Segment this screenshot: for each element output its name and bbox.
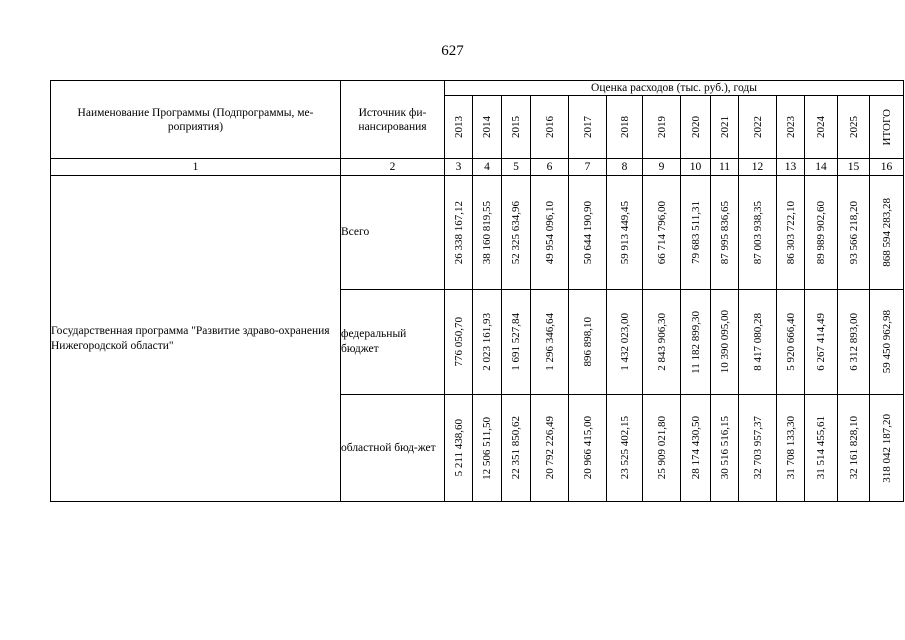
column-number-cell: 2 — [341, 159, 445, 176]
value-text: 30 516 516,15 — [718, 416, 731, 480]
column-number-cell: 14 — [805, 159, 838, 176]
value-cell — [643, 395, 681, 502]
value-text: 1 691 527,84 — [510, 313, 522, 371]
value-text: 59 450 962,98 — [880, 310, 893, 374]
header-year-label: 2020 — [689, 116, 702, 138]
header-year-cell — [607, 96, 643, 159]
value-text: 87 003 938,35 — [751, 200, 764, 265]
value-text: 20 792 226,49 — [543, 416, 556, 480]
value-cell — [569, 395, 607, 502]
column-number-cell: 3 — [445, 159, 473, 176]
value-cell — [838, 176, 870, 290]
column-number-cell: 7 — [569, 159, 607, 176]
page-number: 627 — [441, 43, 464, 59]
value-cell — [739, 395, 777, 502]
value-text: 93 566 218,20 — [847, 200, 860, 265]
header-year-label: 2019 — [655, 116, 668, 138]
program-name-cell: Государственная программа "Развитие здраво-охранения Нижегородской области" — [51, 176, 341, 502]
header-year-cell — [473, 96, 502, 159]
value-text: 11 182 899,30 — [689, 310, 702, 374]
header-year-label: 2014 — [481, 116, 493, 138]
header-year-label: 2022 — [751, 116, 764, 138]
value-cell — [643, 176, 681, 290]
value-text: 896 898,10 — [581, 317, 594, 367]
value-text: 6 267 414,49 — [815, 313, 827, 371]
header-year-cell — [569, 96, 607, 159]
header-year-cell — [681, 96, 711, 159]
header-year-cell — [502, 96, 531, 159]
value-cell — [870, 395, 904, 502]
value-cell — [777, 290, 805, 395]
value-cell — [502, 395, 531, 502]
value-cell — [777, 176, 805, 290]
value-text: 38 160 819,55 — [481, 200, 493, 265]
value-text: 10 390 095,00 — [718, 310, 731, 374]
header-year-label: 2021 — [718, 116, 731, 138]
value-cell — [838, 395, 870, 502]
value-text: 32 703 957,37 — [751, 416, 764, 480]
header-program-name: Наименование Программы (Подпрограммы, ме-роприятия) — [51, 81, 341, 159]
value-cell — [870, 176, 904, 290]
value-text: 31 514 455,61 — [815, 416, 827, 480]
value-cell — [643, 290, 681, 395]
value-text: 1 296 346,64 — [543, 313, 556, 371]
table-row-total — [51, 176, 904, 290]
value-cell — [838, 290, 870, 395]
value-cell — [711, 176, 739, 290]
header-year-cell — [870, 96, 904, 159]
value-text: 87 995 836,65 — [718, 200, 731, 265]
value-cell — [502, 290, 531, 395]
value-text: 2 843 906,30 — [655, 313, 668, 371]
header-year-label: ИТОГО — [880, 108, 893, 146]
value-text: 89 989 902,60 — [815, 200, 827, 265]
column-number-cell: 8 — [607, 159, 643, 176]
value-cell — [531, 176, 569, 290]
value-cell — [739, 290, 777, 395]
value-cell — [777, 395, 805, 502]
value-text: 79 683 511,31 — [689, 201, 702, 264]
value-cell — [473, 290, 502, 395]
value-text: 22 351 850,62 — [510, 416, 522, 480]
header-year-label: 2016 — [543, 116, 556, 138]
value-text: 318 042 187,20 — [880, 413, 893, 483]
value-cell — [445, 176, 473, 290]
column-number-row — [51, 159, 904, 176]
funding-source-cell: федеральный бюджет — [341, 290, 445, 395]
column-number-cell: 10 — [681, 159, 711, 176]
column-number-cell: 13 — [777, 159, 805, 176]
column-number-cell: 5 — [502, 159, 531, 176]
value-text: 26 338 167,12 — [452, 200, 465, 265]
value-text: 2 023 161,93 — [481, 313, 493, 371]
header-year-label: 2025 — [847, 116, 860, 138]
value-text: 59 913 449,45 — [618, 200, 631, 265]
column-number-cell: 12 — [739, 159, 777, 176]
value-cell — [607, 290, 643, 395]
value-text: 5 920 666,40 — [784, 313, 797, 371]
value-text: 6 312 893,00 — [847, 313, 860, 371]
header-year-cell — [777, 96, 805, 159]
value-text: 25 909 021,80 — [655, 416, 668, 480]
column-number-cell: 15 — [838, 159, 870, 176]
header-year-label: 2015 — [510, 116, 522, 138]
value-cell — [502, 176, 531, 290]
header-year-label: 2013 — [452, 116, 465, 138]
value-cell — [445, 395, 473, 502]
value-cell — [805, 176, 838, 290]
value-text: 31 708 133,30 — [784, 416, 797, 480]
value-cell — [445, 290, 473, 395]
column-number-cell: 9 — [643, 159, 681, 176]
value-text: 868 594 283,28 — [880, 198, 893, 267]
value-text: 8 417 080,28 — [751, 313, 764, 371]
funding-source-cell: Всего — [341, 176, 445, 290]
value-cell — [569, 290, 607, 395]
funding-source-cell: областной бюд-жет — [341, 395, 445, 502]
value-cell — [805, 290, 838, 395]
column-number-cell: 6 — [531, 159, 569, 176]
value-cell — [681, 395, 711, 502]
header-year-cell — [805, 96, 838, 159]
header-year-label: 2018 — [618, 116, 631, 138]
value-cell — [870, 290, 904, 395]
value-cell — [473, 176, 502, 290]
value-cell — [531, 290, 569, 395]
value-text: 776 050,70 — [452, 317, 465, 367]
value-cell — [607, 395, 643, 502]
value-cell — [607, 176, 643, 290]
value-text: 1 432 023,00 — [618, 313, 631, 371]
budget-table — [50, 80, 904, 502]
header-year-label: 2017 — [581, 116, 594, 138]
header-year-label: 2024 — [815, 116, 827, 138]
header-year-cell — [838, 96, 870, 159]
value-text: 66 714 796,00 — [655, 200, 668, 265]
header-year-cell — [531, 96, 569, 159]
header-row-group — [51, 81, 904, 96]
value-text: 20 966 415,00 — [581, 416, 594, 480]
column-number-cell: 16 — [870, 159, 904, 176]
header-year-cell — [711, 96, 739, 159]
header-funding-source: Источник фи-нансирования — [341, 81, 445, 159]
column-number-cell: 11 — [711, 159, 739, 176]
value-text: 12 506 511,50 — [481, 416, 493, 480]
value-text: 52 325 634,96 — [510, 200, 522, 265]
value-cell — [739, 176, 777, 290]
value-cell — [805, 395, 838, 502]
value-text: 23 525 402,15 — [618, 416, 631, 480]
value-text: 5 211 438,60 — [452, 419, 465, 477]
value-text: 49 954 096,10 — [543, 200, 556, 265]
value-cell — [681, 290, 711, 395]
column-number-cell: 1 — [51, 159, 341, 176]
value-cell — [681, 176, 711, 290]
header-year-label: 2023 — [784, 116, 797, 138]
value-text: 86 303 722,10 — [784, 200, 797, 265]
value-text: 32 161 828,10 — [847, 416, 860, 480]
value-text: 28 174 430,50 — [689, 416, 702, 480]
header-year-cell — [445, 96, 473, 159]
value-cell — [473, 395, 502, 502]
column-number-cell: 4 — [473, 159, 502, 176]
header-year-cell — [739, 96, 777, 159]
value-text: 50 644 190,90 — [581, 200, 594, 265]
header-year-cell — [643, 96, 681, 159]
value-cell — [569, 176, 607, 290]
header-expenses-group: Оценка расходов (тыс. руб.), годы — [445, 81, 904, 96]
value-cell — [711, 395, 739, 502]
value-cell — [711, 290, 739, 395]
value-cell — [531, 395, 569, 502]
